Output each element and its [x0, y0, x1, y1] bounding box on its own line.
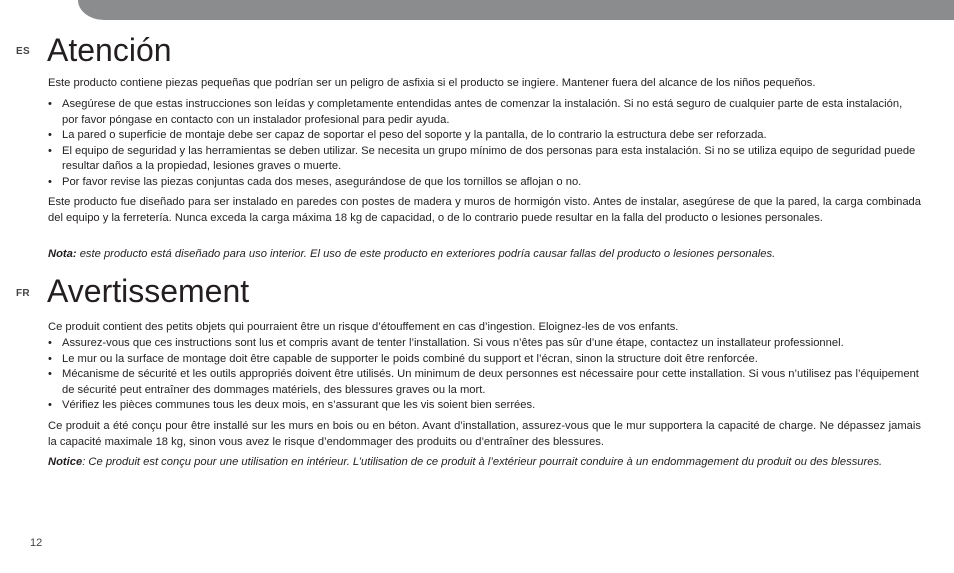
intro-paragraph-fr: Ce produit contient des petits objets qui pourraient être un risque d’étouffement en cas d’ingestion. Eloignez-les de vos enfants. [48, 321, 679, 333]
section-title-fr: Avertissement [47, 273, 250, 309]
list-item: • La pared o superficie de montaje debe ser capaz de soportar el peso del soporte y la pantalla, de lo contrario la estructura debe ser reforzada. [48, 128, 921, 144]
language-tag-es: ES [16, 46, 30, 57]
body-paragraph-fr: Ce produit a été conçu pour être installé sur les murs en bois ou en béton. Avant d’installation, assurez-vous que le mur supportera la capacité de charge. Ne dépassez jamais la capacité maximale 18 kg, sinon vous avez le risque d’endommager des produits ou d’entraîner des blessures. [48, 420, 921, 448]
note-paragraph-es [48, 247, 921, 263]
list-item: • El equipo de seguridad y las herramientas se deben utilizar. Se necesita un grupo mínimo de dos personas para esta instalación. Si no se utiliza equipo de seguridad puede resultar daños a la propiedad, lesiones graves o muerte. [48, 144, 921, 175]
note-text-es: este producto está diseñado para uso interior. El uso de este producto en exteriores podría causar fallas del producto o lesiones personales. [76, 248, 776, 260]
warning-list-fr [48, 336, 921, 414]
body-paragraph-es: Este producto fue diseñado para ser instalado en paredes con postes de madera y muros de hormigón visto. Antes de instalar, asegúrese de que la pared, la carga combinada del equipo y la ferretería. Nunca exceda la carga máxima 18 kg de capacidad, o de lo contrario puede resultar en la falla del producto o lesiones personales. [48, 196, 921, 224]
list-item: • Vérifiez les pièces communes tous les deux mois, en s’assurant que les vis soient bien serrées. [48, 398, 921, 414]
list-item: • Asegúrese de que estas instrucciones son leídas y completamente entendidas antes de comenzar la instalación. Si no está seguro de cualquier parte de esta instalación, por favor póngase en contacto con un instalador profesional para pedir ayuda. [48, 97, 921, 128]
header-band [78, 0, 954, 20]
list-item: • Assurez-vous que ces instructions sont lus et compris avant de tenter l’installation. Si vous n’êtes pas sûr d’une étape, contactez un installateur professionnel. [48, 336, 921, 352]
language-tag-fr: FR [16, 288, 30, 299]
page-number: 12 [30, 537, 43, 549]
note-label-es: Nota: [48, 248, 77, 260]
note-paragraph-fr [48, 455, 921, 471]
list-item: • Por favor revise las piezas conjuntas cada dos meses, asegurándose de que los tornillos se aflojan o no. [48, 175, 921, 191]
section-title-es: Atención [47, 32, 172, 68]
note-label-fr: Notice [48, 456, 83, 468]
list-item: • Le mur ou la surface de montage doit être capable de supporter le poids combiné du support et l’écran, sinon la structure doit être renforcée. [48, 352, 921, 368]
list-item: • Mécanisme de sécurité et les outils appropriés doivent être utilisés. Un minimum de deux personnes est nécessaire pour cette installation. Si vous n’utilisez pas l’équipement de sécurité peut entraîner des dommages matériels, des blessures graves ou la mort. [48, 367, 921, 398]
intro-paragraph-es: Este producto contiene piezas pequeñas que podrían ser un peligro de asfixia si el producto se ingiere. Mantener fuera del alcance de los niños pequeños. [48, 77, 816, 89]
warning-list-es [48, 97, 921, 190]
note-text-fr: : Ce produit est conçu pour une utilisation en intérieur. L’utilisation de ce produit à l’extérieur pourrait conduire à un endommagement du produit ou des blessures. [82, 456, 883, 468]
